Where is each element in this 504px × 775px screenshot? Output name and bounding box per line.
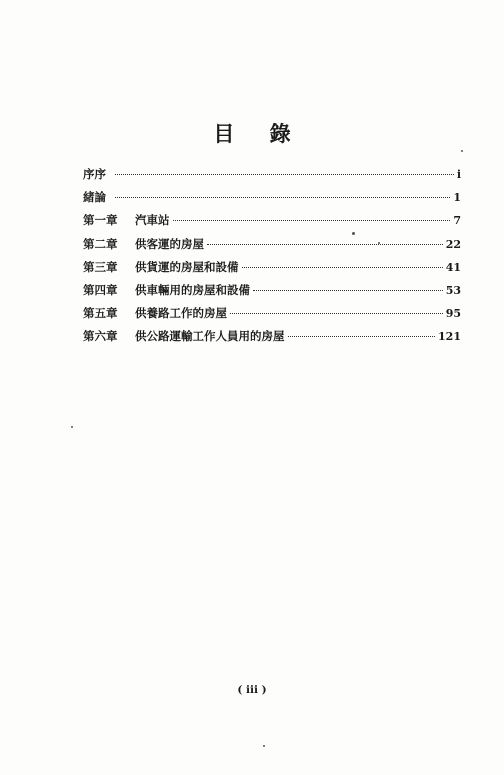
toc-entry-title: 供養路工作的房屋 xyxy=(135,306,227,321)
toc-chapter-label: 第二章 xyxy=(83,236,118,251)
toc-chapter-label: 第四章 xyxy=(83,282,118,297)
toc-entry-title: 汽車站 xyxy=(135,213,170,228)
table-of-contents xyxy=(83,166,461,352)
toc-entry xyxy=(83,259,461,282)
toc-entry-title: 供貨運的房屋和設備 xyxy=(135,259,239,274)
toc-page-number: i xyxy=(456,168,461,181)
dot-leader xyxy=(207,244,443,245)
toc-entry-title: 供車輛用的房屋和設備 xyxy=(135,282,250,297)
scan-speck xyxy=(352,232,355,235)
toc-entry xyxy=(83,236,461,259)
toc-entry-title: 供客運的房屋 xyxy=(135,236,204,251)
toc-page-number: 7 xyxy=(453,214,461,228)
dot-leader xyxy=(230,313,443,314)
toc-page-number: 95 xyxy=(445,307,461,321)
toc-chapter-label: 第五章 xyxy=(83,306,118,321)
scan-speck xyxy=(71,426,73,428)
page-title: 目 錄 xyxy=(213,121,305,146)
toc-page-number: 22 xyxy=(445,237,461,251)
toc-entry xyxy=(83,328,461,351)
toc-entry xyxy=(83,212,461,235)
dot-leader xyxy=(115,197,450,198)
toc-page-number: 41 xyxy=(445,260,461,274)
toc-chapter-label: 緒論 xyxy=(83,190,106,205)
dot-leader xyxy=(115,174,454,175)
scan-speck xyxy=(378,242,380,244)
toc-page-number: 1 xyxy=(453,191,461,205)
toc-entry-title: 供公路運輸工作人員用的房屋 xyxy=(135,329,285,344)
scan-speck xyxy=(263,745,265,747)
toc-entry xyxy=(83,189,461,212)
toc-entry xyxy=(83,166,461,189)
dot-leader xyxy=(173,220,451,221)
toc-chapter-label: 第一章 xyxy=(83,213,118,228)
scan-speck xyxy=(461,150,463,152)
toc-page-number: 53 xyxy=(445,283,461,297)
dot-leader xyxy=(253,290,443,291)
toc-chapter-label: 第三章 xyxy=(83,259,118,274)
toc-page-number: 121 xyxy=(438,330,461,344)
page-folio: ( iii ) xyxy=(237,684,267,696)
toc-chapter-label: 第六章 xyxy=(83,329,118,344)
toc-chapter-label: 序序 xyxy=(83,167,106,181)
toc-entry xyxy=(83,282,461,305)
dot-leader xyxy=(242,267,443,268)
dot-leader xyxy=(288,336,436,337)
toc-entry xyxy=(83,305,461,328)
